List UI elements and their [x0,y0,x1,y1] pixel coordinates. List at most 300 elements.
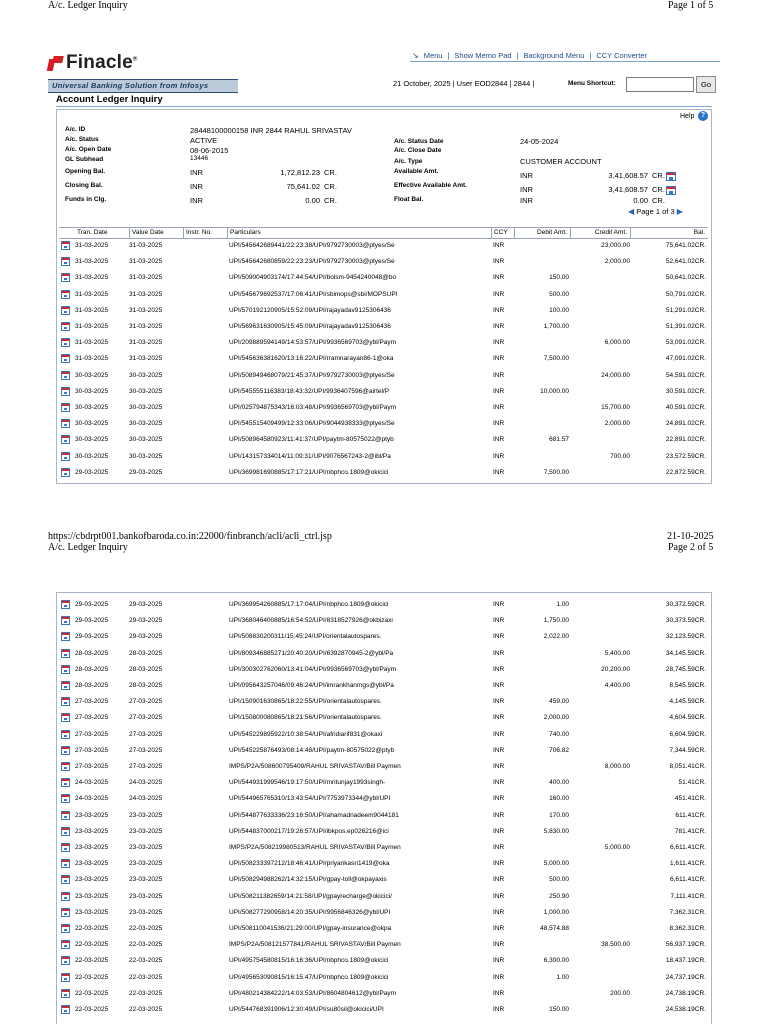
cell-balance: 51,291.02CR. [665,306,706,314]
cell-ccy: INR [493,795,505,803]
cell-balance: 52,641.02CR. [665,258,706,266]
available-amt-value: 3,41,608.57 [608,171,648,180]
opening-bal-label: Opening Bal. [65,168,106,175]
cell-particulars: UPI/508110041536/21:29:00/UPI/gpay-insurance@okpa [229,925,392,932]
cell-value-date: 31-03-2025 [129,290,163,298]
cell-tran-date: 30-03-2025 [75,387,109,395]
account-id-value: 28448100000158 INR 2844 RAHUL SRIVASTAV [190,126,352,135]
table-row [57,856,717,871]
logo-text: Finacle® [66,52,138,73]
transaction-detail-icon[interactable] [61,665,70,674]
cell-particulars: UPI/508233397212/18:46:41/UPI/priyankasri1419@oka [229,860,390,868]
cell-balance: 50,641.02CR. [665,274,706,282]
transaction-detail-icon[interactable] [61,713,70,722]
status-date-label: A/c. Status Date [394,138,444,145]
cell-value-date: 22-03-2025 [129,989,163,997]
cell-tran-date: 23-03-2025 [75,811,109,819]
cell-tran-date: 23-03-2025 [75,827,109,835]
cell-particulars: UPI/509004903174/17:44:54/UPI/bolsm-9454240048@bo [229,274,397,282]
cell-debit-amt: 160.00 [549,795,569,803]
cell-particulars: UPI/545679692537/17:06:41/UPI/sbimops@sbi/MOPSUPI [229,290,398,298]
transaction-detail-icon[interactable] [61,1005,70,1014]
calculator-icon[interactable] [666,172,676,181]
available-amt-type: CR. [652,171,676,181]
cell-ccy: INR [493,420,505,428]
transaction-detail-icon[interactable] [61,892,70,901]
table-row [57,254,717,269]
table-row [57,889,717,904]
cell-balance: 24,738.19CR. [665,989,706,997]
table-row [57,840,717,855]
cell-debit-amt: 170.00 [549,811,569,819]
cell-tran-date: 31-03-2025 [75,323,109,330]
cell-tran-date: 23-03-2025 [75,844,109,851]
cell-value-date: 27-03-2025 [129,763,163,770]
cell-value-date: 22-03-2025 [129,1006,163,1013]
cell-ccy: INR [493,404,505,411]
next-page-icon[interactable]: ▶ [676,207,683,216]
cell-tran-date: 28-03-2025 [75,682,109,689]
cell-value-date: 27-03-2025 [129,746,163,754]
cell-value-date: 30-03-2025 [129,420,163,428]
transaction-detail-icon[interactable] [61,468,70,477]
cell-credit-amt: 4,400.00 [604,682,630,689]
pager-total: 3 [670,207,675,216]
transaction-detail-icon[interactable] [61,616,70,625]
cell-tran-date: 29-03-2025 [75,633,109,641]
table-row [57,613,717,628]
cell-tran-date: 31-03-2025 [75,339,109,347]
cell-debit-amt: 48,574.88 [540,925,569,932]
cell-tran-date: 31-03-2025 [75,355,109,363]
ccy-converter-link[interactable]: CCY Converter [596,51,648,60]
table-row [57,678,717,693]
cell-particulars: UPI/095643257046/09:46:24/UPI/imrankhanmgs@ybl/Pa [229,682,394,689]
transaction-detail-icon[interactable] [61,290,70,299]
table-row [57,808,717,823]
cell-particulars: UPI/508830200311/15:45:24/UPI/orientalautospares. [229,633,382,641]
transaction-detail-icon[interactable] [61,306,70,315]
cell-debit-amt: 250.90 [549,892,569,900]
cell-debit-amt: 500.00 [549,290,569,298]
transaction-detail-icon[interactable] [61,371,70,380]
cell-ccy: INR [493,989,505,997]
transaction-detail-icon[interactable] [61,452,70,461]
cell-tran-date: 31-03-2025 [75,258,109,266]
transaction-detail-icon[interactable] [61,681,70,690]
cell-value-date: 22-03-2025 [129,973,163,981]
available-ccy: INR [520,171,533,180]
cell-balance: 51.41CR. [678,779,706,787]
finacle-logo [48,50,238,93]
go-button[interactable]: Go [696,76,716,93]
cell-ccy: INR [493,274,505,282]
cell-debit-amt: 100.00 [549,306,569,314]
page-title: Account Ledger Inquiry [56,94,163,105]
cell-debit-amt: 10,000.00 [540,387,569,395]
transaction-detail-icon[interactable] [61,940,70,949]
transaction-detail-icon[interactable] [61,338,70,347]
cell-ccy: INR [493,779,505,787]
cell-ccy: INR [493,714,505,722]
cell-ccy: INR [493,876,505,884]
table-row [57,303,717,318]
cell-particulars: UPI/545642689441/22:23:38/UPI/9792730003@ptyes/Se [229,242,395,249]
cell-debit-amt: 150.00 [549,274,569,282]
transaction-detail-icon[interactable] [61,322,70,331]
float-bal-type: CR. [652,196,665,205]
cell-debit-amt: 400.00 [549,779,569,787]
cell-tran-date: 27-03-2025 [75,730,109,738]
table-row [57,465,717,480]
transaction-detail-icon[interactable] [61,973,70,982]
cell-tran-date: 24-03-2025 [75,795,109,803]
cell-credit-amt: 8,000.00 [604,763,630,770]
gl-subhead-value: 13446 [190,155,209,162]
funds-clg-type: CR. [324,196,337,205]
cell-ccy: INR [493,908,505,916]
account-status-label: A/c. Status [65,136,99,143]
cell-tran-date: 30-03-2025 [75,371,109,379]
transaction-detail-icon[interactable] [61,403,70,412]
logo-tagline: Universal Banking Solution from Infosys [48,79,238,93]
col-credit: Credit Amt. [571,228,631,238]
cell-balance: 8,362.31CR. [669,925,706,932]
account-status-value: ACTIVE [190,136,218,145]
cell-credit-amt: 2,000.00 [604,420,630,428]
arrow-icon: ↘ [412,51,419,60]
eff-available-label: Effective Available Amt. [394,182,467,189]
cell-particulars: UPI/544931999546/19:17:50/UPI/mritunjay1993singh- [229,779,386,787]
opening-bal-value: 1,72,812.23 [280,168,320,177]
cell-particulars: UPI/545636381620/13:16:22/UPI/rramnarayan86-1@oka [229,355,394,363]
cell-ccy: INR [493,387,505,395]
cell-particulars: UPI/545229895922/10:38:54/UPI/afridiarif831@okaxi [229,730,383,738]
cell-balance: 24,538.19CR. [665,1006,706,1013]
cell-tran-date: 30-03-2025 [75,436,109,444]
cell-ccy: INR [493,973,505,981]
cell-particulars: UPI/508964580923/11:41:37/UPI/paytm-80575022@ptyb [229,436,394,444]
transaction-detail-icon[interactable] [61,989,70,998]
cell-value-date: 29-03-2025 [129,601,163,608]
cell-value-date: 31-03-2025 [129,323,163,330]
table-row [57,953,717,968]
top-menu: ↘ Menu | Show Memo Pad | Background Menu | CCY Converter [410,50,720,62]
transaction-detail-icon[interactable] [61,419,70,428]
transaction-detail-icon[interactable] [61,908,70,917]
table-row [57,449,717,464]
table-row [57,694,717,709]
cell-particulars: UPI/570192120905/15:52:09/UPI/rajayadav9125306436 [229,306,391,314]
cell-tran-date: 22-03-2025 [75,989,109,997]
cell-ccy: INR [493,957,505,965]
print-footer-date: 21-10-2025 [667,531,714,542]
cell-tran-date: 31-03-2025 [75,242,109,249]
cell-tran-date: 28-03-2025 [75,665,109,673]
cell-balance: 6,611.41CR. [669,876,706,884]
cell-tran-date: 27-03-2025 [75,746,109,754]
cell-tran-date: 27-03-2025 [75,763,109,770]
transaction-detail-icon[interactable] [61,778,70,787]
cell-value-date: 31-03-2025 [129,306,163,314]
table-row [57,432,717,447]
transaction-detail-icon[interactable] [61,811,70,820]
transaction-detail-icon[interactable] [61,730,70,739]
table-row [57,368,717,383]
print-footer-url: https://cbdrpt001.bankofbaroda.co.in:22000/finbranch/acli/acli_ctrl.jsp [48,531,332,542]
cell-balance: 7,111.41CR. [670,892,706,900]
cell-value-date: 23-03-2025 [129,908,163,916]
menu-shortcut-label: Menu Shortcut: [568,80,616,87]
eff-available-type: CR. [652,185,676,195]
cell-particulars: UPI/368046400885/16:54:52/UPI/8318527926@okbizaxi [229,617,393,625]
eff-available-value: 3,41,608.57 [608,185,648,194]
table-row [57,597,717,612]
transaction-detail-icon[interactable] [61,859,70,868]
cell-ccy: INR [493,649,505,657]
cell-ccy: INR [493,665,505,673]
cell-value-date: 23-03-2025 [129,860,163,868]
cell-balance: 18,437.19CR. [665,957,706,965]
cell-tran-date: 31-03-2025 [75,306,109,314]
table-row [57,319,717,334]
cell-value-date: 24-03-2025 [129,795,163,803]
cell-value-date: 30-03-2025 [129,436,163,444]
table-row [57,986,717,1001]
table-row [57,710,717,725]
cell-value-date: 31-03-2025 [129,274,163,282]
cell-ccy: INR [493,617,505,625]
cell-debit-amt: 2,000.00 [543,714,569,722]
cell-particulars: UPI/480214384222/14:03:53/UPI/8604804612@ybl/Paym [229,989,397,997]
cell-ccy: INR [493,763,505,770]
cell-value-date: 31-03-2025 [129,339,163,347]
float-bal-label: Float Bal. [394,196,424,203]
cell-debit-amt: 1,700.00 [543,323,569,330]
cell-particulars: UPI/150901630865/18:22:55/UPI/orientalautospares. [229,698,382,706]
cell-tran-date: 28-03-2025 [75,649,109,657]
show-memo-pad-link[interactable]: Show Memo Pad [454,51,512,60]
page2-frame-top [56,592,712,593]
cell-value-date: 31-03-2025 [129,258,163,266]
cell-ccy: INR [493,682,505,689]
transaction-detail-icon[interactable] [61,387,70,396]
cell-value-date: 30-03-2025 [129,404,163,411]
cell-value-date: 29-03-2025 [129,468,163,476]
cell-balance: 8,051.41CR. [669,763,706,770]
cell-particulars: UPI/569631630905/15:45:09/UPI/rajayadav9125306436 [229,323,391,330]
cell-ccy: INR [493,290,505,298]
cell-ccy: INR [493,925,505,932]
cell-ccy: INR [493,1006,505,1013]
cell-particulars: UPI/508949468079/21:45:37/UPI/9792730003@ptyes/Se [229,371,395,379]
cell-ccy: INR [493,436,505,444]
cell-debit-amt: 1,750.00 [543,617,569,625]
cell-credit-amt: 15,700.00 [601,404,630,411]
closing-bal-label: Closing Bal. [65,182,103,189]
cell-ccy: INR [493,860,505,868]
transaction-detail-icon[interactable] [61,762,70,771]
print-header-page: Page 1 of 5 [668,0,714,11]
cell-value-date: 30-03-2025 [129,452,163,460]
menu-link[interactable]: Menu [423,51,443,60]
cell-value-date: 27-03-2025 [129,730,163,738]
cell-value-date: 23-03-2025 [129,827,163,835]
funds-clg-label: Funds in Clg. [65,196,107,203]
cell-tran-date: 27-03-2025 [75,698,109,706]
cell-credit-amt: 2,000.00 [604,258,630,266]
cell-tran-date: 30-03-2025 [75,404,109,411]
cell-particulars: UPI/369954260885/17:17:04/UPI/nbphco.1809@okicici [229,601,389,608]
transaction-detail-icon[interactable] [61,632,70,641]
table-row [57,727,717,742]
transaction-detail-icon[interactable] [61,956,70,965]
col-ccy: CCY [492,228,515,238]
cell-debit-amt: 2,022.00 [543,633,569,641]
user-session-info: 21 October, 2025 | User EOD2844 | 2844 | [393,79,535,88]
cell-ccy: INR [493,730,505,738]
cell-balance: 54,591.02CR. [665,371,706,379]
table-row [57,335,717,350]
cell-balance: 451.41CR. [674,795,706,803]
pager-of: of [662,207,669,216]
cell-particulars: UPI/545555116383/18:43:32/UPI/9936407596@airtel/P [229,387,390,395]
cell-tran-date: 23-03-2025 [75,892,109,900]
transaction-detail-icon[interactable] [61,924,70,933]
help-icon[interactable]: ? [698,111,708,121]
transaction-detail-icon[interactable] [61,435,70,444]
cell-debit-amt: 706.82 [549,746,569,754]
cell-balance: 4,604.59CR. [669,714,706,722]
cell-ccy: INR [493,242,505,249]
background-menu-link[interactable]: Background Menu [523,51,585,60]
transaction-detail-icon[interactable] [61,257,70,266]
cell-debit-amt: 5,000.00 [543,860,569,868]
cell-credit-amt: 20,200.00 [601,665,630,673]
cell-value-date: 22-03-2025 [129,925,163,932]
closing-bal-type: CR. [324,182,337,191]
cell-balance: 50,791.02CR. [665,290,706,298]
prev-page-icon[interactable]: ◀ [628,207,635,216]
cell-credit-amt: 200.00 [610,989,630,997]
cell-tran-date: 24-03-2025 [75,779,109,787]
transaction-detail-icon[interactable] [61,241,70,250]
opening-bal-ccy: INR [190,168,203,177]
cell-balance: 7,344.59CR. [669,746,706,754]
account-type-label: A/c. Type [394,158,423,165]
pager-label: Page [636,207,654,216]
table-row [57,629,717,644]
table-row [57,1002,717,1017]
print-header-title-p2: A/c. Ledger Inquiry [48,542,128,553]
cell-balance: 30,372.59CR. [665,601,706,608]
cell-credit-amt: 38,500.00 [601,941,630,949]
cell-particulars: UPI/544768391906/12:30:49/UPI/su80sil@okicici/UPI [229,1006,384,1013]
transaction-detail-icon[interactable] [61,354,70,363]
cell-particulars: UPI/545225876493/08:14:48/UPI/paytm-80575022@ptyb [229,746,395,754]
status-date-value: 24-05-2024 [520,137,559,146]
help-link[interactable]: Help [680,113,695,120]
cell-debit-amt: 459.00 [549,698,569,706]
transaction-detail-icon[interactable] [61,827,70,836]
table-row [57,759,717,774]
table-row [57,238,717,253]
cell-particulars: UPI/300302762060/13:41:04/UPI/9936569703@ybl/Paym [229,665,397,673]
cell-particulars: UPI/495653090815/16:15:47/UPI/nbphco.1809@okicici [229,973,389,981]
cell-balance: 22,891.02CR. [665,436,706,444]
available-amt-label: Available Amt. [394,168,439,175]
transaction-detail-icon[interactable] [61,843,70,852]
cell-debit-amt: 500.00 [549,876,569,884]
table-row [57,270,717,285]
cell-ccy: INR [493,323,505,330]
transaction-detail-icon[interactable] [61,746,70,755]
transaction-detail-icon[interactable] [61,600,70,609]
transaction-detail-icon[interactable] [61,794,70,803]
print-header-title: A/c. Ledger Inquiry [48,0,128,11]
cell-debit-amt: 681.57 [549,436,569,444]
cell-debit-amt: 1.00 [556,973,569,981]
print-header-page-p2: Page 2 of 5 [668,542,714,553]
cell-particulars: UPI/544837000217/19:26:57/UPI/ibkpos.ep026216@ici [229,827,389,835]
cell-debit-amt: 1,000.00 [543,908,569,916]
cell-value-date: 31-03-2025 [129,355,163,363]
cell-debit-amt: 740.00 [549,730,569,738]
transaction-detail-icon[interactable] [61,875,70,884]
cell-tran-date: 29-03-2025 [75,617,109,625]
cell-ccy: INR [493,468,505,476]
cell-particulars: UPI/545515409499/12:33:06/UPI/9044938333@ptyes/Se [229,420,395,428]
cell-balance: 24,891.02CR. [665,420,706,428]
cell-ccy: INR [493,698,505,706]
calculator-icon[interactable] [666,186,676,195]
cell-ccy: INR [493,633,505,641]
open-date-label: A/c. Open Date [65,146,112,153]
eff-available-ccy: INR [520,185,533,194]
cell-particulars: UPI/508277290958/14:20:35/UPI/9956846326@ybl/UPI [229,908,391,916]
cell-balance: 22,872.59CR. [665,468,706,476]
cell-debit-amt: 7,500.00 [543,468,569,476]
cell-value-date: 28-03-2025 [129,682,163,689]
table-row [57,384,717,399]
float-bal-ccy: INR [520,196,533,205]
cell-ccy: INR [493,827,505,835]
cell-ccy: INR [493,811,505,819]
cell-balance: 28,745.59CR. [665,665,706,673]
cell-credit-amt: 5,400.00 [604,649,630,657]
menu-shortcut-input[interactable] [626,77,694,92]
cell-balance: 32,123.59CR. [665,633,706,641]
transaction-detail-icon[interactable] [61,273,70,282]
cell-particulars: UPI/508294988262/14:32:15/UPI/gpay-toll@okpayaxis [229,876,387,884]
cell-tran-date: 22-03-2025 [75,925,109,932]
cell-ccy: INR [493,452,505,460]
cell-value-date: 23-03-2025 [129,876,163,884]
finacle-flag-icon [48,56,63,71]
cell-tran-date: 22-03-2025 [75,973,109,981]
cell-credit-amt: 6,000.00 [604,339,630,347]
transaction-detail-icon[interactable] [61,697,70,706]
cell-ccy: INR [493,258,505,266]
cell-value-date: 28-03-2025 [129,649,163,657]
cell-value-date: 27-03-2025 [129,698,163,706]
cell-tran-date: 29-03-2025 [75,468,109,476]
table-row [57,662,717,677]
transaction-detail-icon[interactable] [61,649,70,658]
cell-balance: 4,145.59CR. [669,698,706,706]
table-row [57,791,717,806]
open-date-value: 08-06-2015 [190,146,229,155]
